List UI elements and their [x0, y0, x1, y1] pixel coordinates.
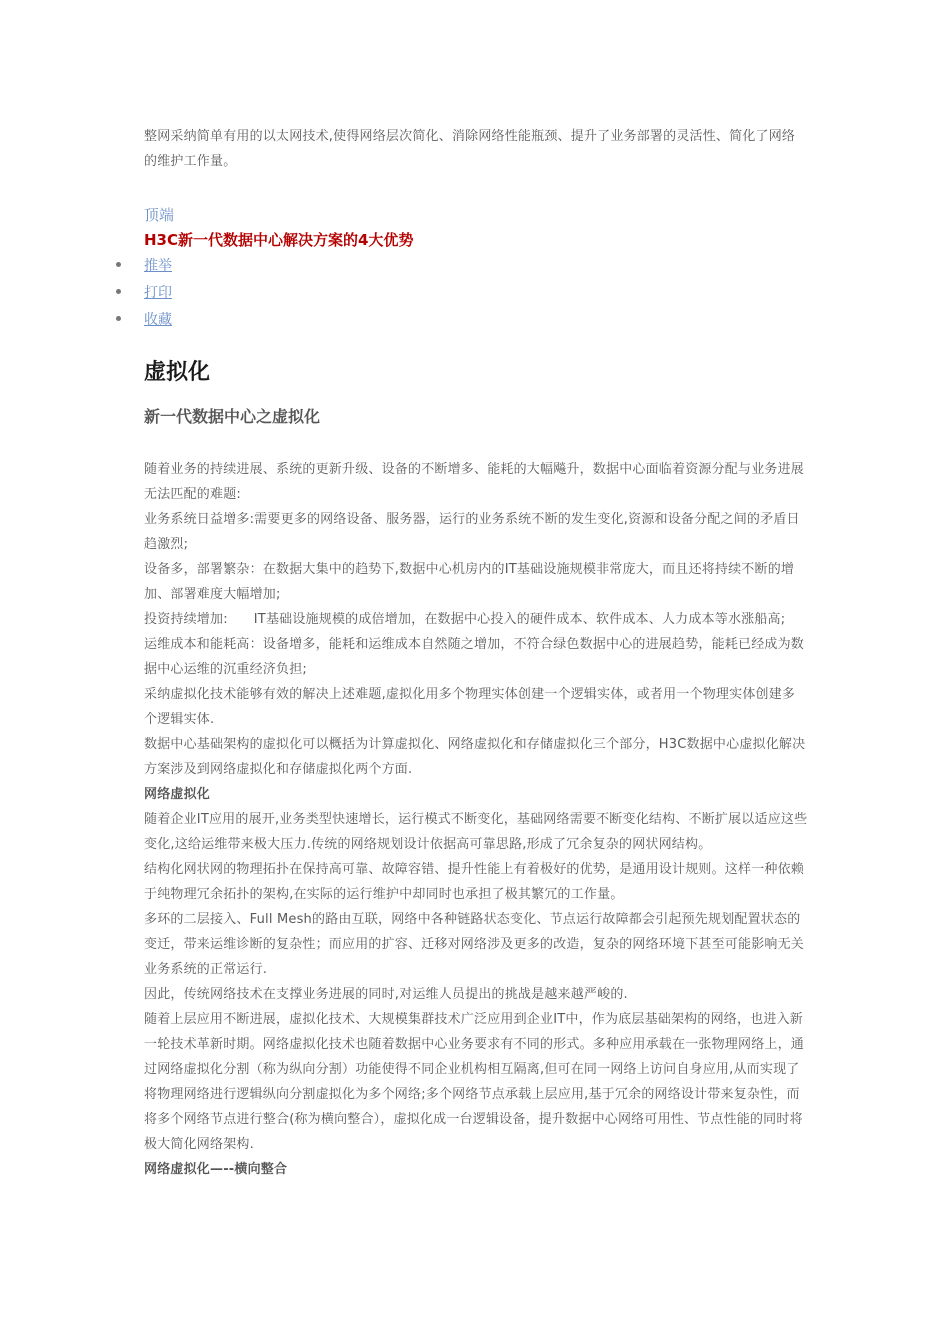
section-heading: 虚拟化: [144, 360, 211, 385]
bullet-icon: [116, 262, 121, 267]
paragraph: 采纳虚拟化技术能够有效的解决上述难题,虚拟化用多个物理实体创建一个逻辑实体，或者用一个物理实体创建多个逻辑实体.: [144, 687, 796, 727]
paragraph: 随着企业IT应用的展开,业务类型快速增长，运行模式不断变化，基础网络需要不断变化结构、不断扩展以适应这些变化,这给运维带来极大压力.传统的网络规划设计依据高可靠思路,形成了冗余复杂的网状网结构。: [144, 812, 808, 852]
paragraph: 多环的二层接入、Full Mesh的路由互联，网络中各种链路状态变化、节点运行故障都会引起预先规划配置状态的变迁，带来运维诊断的复杂性；而应用的扩容、迁移对网络涉及更多的改造，复杂的网络环境下甚至可能影响无关业务系统的正常运行.: [144, 912, 805, 977]
recommend-link[interactable]: 推举: [144, 258, 172, 274]
paragraph: 随着业务的持续进展、系统的更新升级、设备的不断增多、能耗的大幅飚升，数据中心面临着资源分配与业务进展无法匹配的难题:: [144, 462, 805, 502]
section-subheading: 新一代数据中心之虚拟化: [144, 407, 321, 426]
horizontal-integration-title: 网络虚拟化—--横向整合: [144, 1162, 288, 1177]
paragraph: 运维成本和能耗高：设备增多，能耗和运维成本自然随之增加，不符合绿色数据中心的进展趋势，能耗已经成为数据中心运维的沉重经济负担;: [144, 637, 805, 677]
article-title: H3C新一代数据中心解决方案的4大优势: [144, 231, 414, 249]
bullet-icon: [116, 289, 121, 294]
paragraph: 因此，传统网络技术在支撑业务进展的同时,对运维人员提出的挑战是越来越严峻的.: [144, 987, 628, 1002]
bullet-icon: [116, 316, 121, 321]
body-text: [144, 457, 808, 1182]
list-item: [144, 252, 808, 279]
list-item: [144, 279, 808, 306]
print-link[interactable]: 打印: [144, 285, 172, 301]
top-link[interactable]: 顶端: [144, 206, 175, 224]
favorite-link[interactable]: 收藏: [144, 312, 172, 328]
article-content: [144, 124, 808, 1182]
action-list: [144, 252, 808, 333]
network-virtualization-title: 网络虚拟化: [144, 787, 211, 802]
paragraph: 结构化网状网的物理拓扑在保持高可靠、故障容错、提升性能上有着极好的优势，是通用设计规则。这样一种依赖于纯物理冗余拓扑的架构,在实际的运行维护中却同时也承担了极其繁冗的工作量。: [144, 862, 805, 902]
paragraph: 业务系统日益增多:需要更多的网络设备、服务器，运行的业务系统不断的发生变化,资源和设备分配之间的矛盾日趋激烈;: [144, 512, 800, 552]
list-item: [144, 306, 808, 333]
intro-paragraph: 整网采纳简单有用的以太网技术,使得网络层次简化、消除网络性能瓶颈、提升了业务部署的灵活性、简化了网络的维护工作量。: [144, 129, 796, 169]
paragraph: 投资持续增加: IT基础设施规模的成倍增加，在数据中心投入的硬件成本、软件成本、人力成本等水涨船高;: [144, 612, 786, 627]
paragraph: 随着上层应用不断进展，虚拟化技术、大规模集群技术广泛应用到企业IT中，作为底层基础架构的网络，也进入新一轮技术革新时期。网络虚拟化技术也随着数据中心业务要求有不同的形式。多种应用承载在一张物理网络上，通过网络虚拟化分割（称为纵向分割）功能使得不同企业机构相互隔离,但可在同一网络上访问自身应用,从而实现了将物理网络进行逻辑纵向分割虚拟化为多个网络;多个网络节点承载上层应用,基于冗余的网络设计带来复杂性，而将多个网络节点进行整合(称为横向整合），虚拟化成一台逻辑设备，提升数据中心网络可用性、节点性能的同时将极大简化网络架构.: [144, 1012, 805, 1152]
paragraph: 数据中心基础架构的虚拟化可以概括为计算虚拟化、网络虚拟化和存储虚拟化三个部分，H3C数据中心虚拟化解决方案涉及到网络虚拟化和存储虚拟化两个方面.: [144, 737, 806, 777]
paragraph: 设备多，部署繁杂：在数据大集中的趋势下,数据中心机房内的IT基础设施规模非常庞大，而且还将持续不断的增加、部署难度大幅增加;: [144, 562, 795, 602]
